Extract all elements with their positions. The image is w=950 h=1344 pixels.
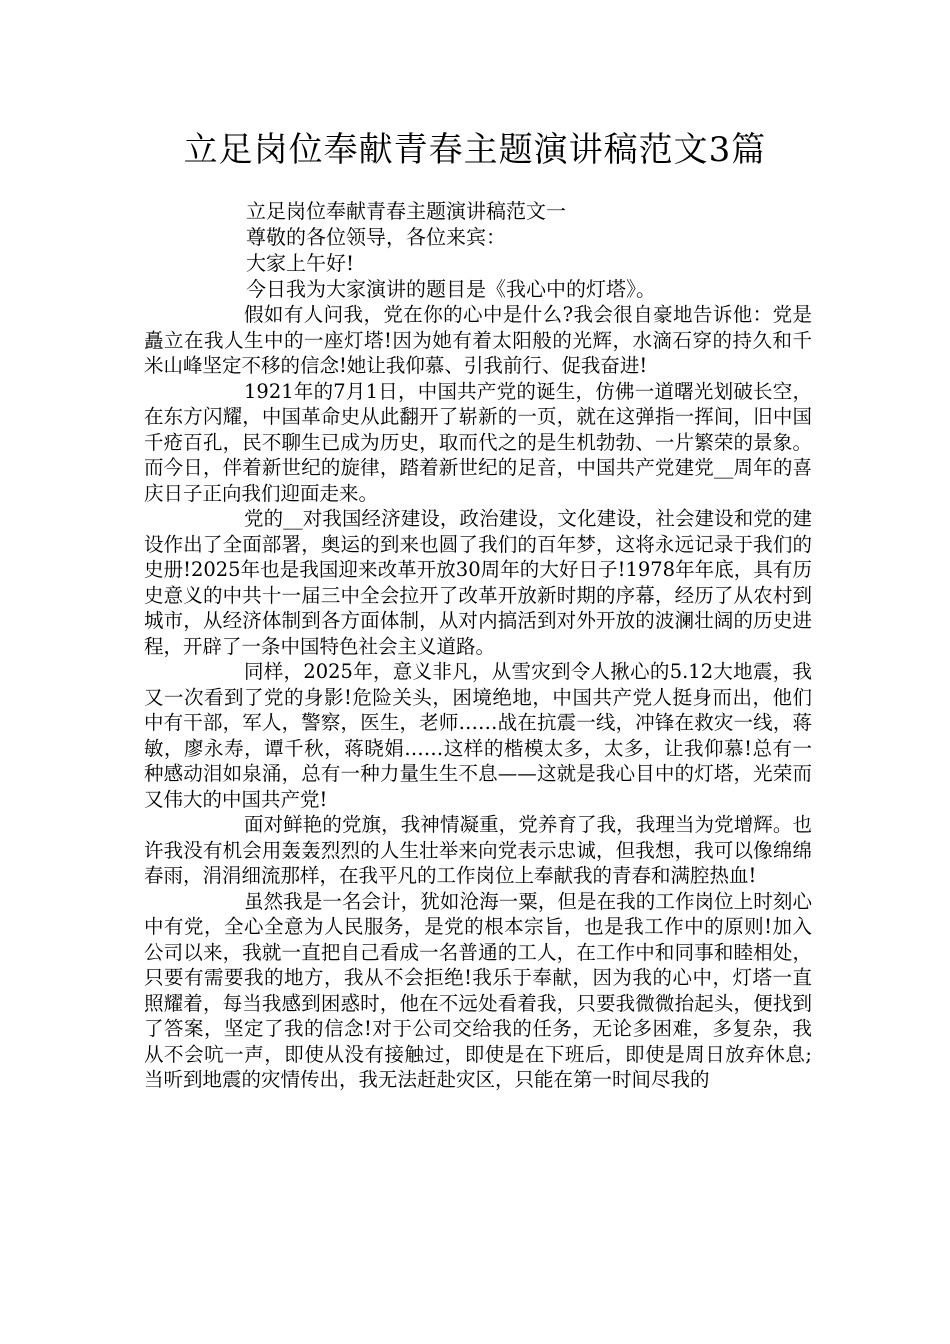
paragraph: 同样，2025年，意义非凡，从雪灾到令人揪心的5.12大地震，我又一次看到了党的身影!危险关头，困境绝地，中国共产党人挺身而出，他们中有干部，军人，警察，医生，老师……战在抗震一线，冲锋在救灾一线，蒋敏，廖永寿，谭千秋，蒋晓娟……这样的楷模太多，太多，让我仰慕!总有一种感动泪如泉涌，总有一种力量生生不息——这就是我心目中的灯塔，光荣而又伟大的中国共产党! xyxy=(144,660,812,811)
paragraph: 面对鲜艳的党旗，我神情凝重，党养育了我，我理当为党增辉。也许我没有机会用轰轰烈烈的人生壮举来向党表示忠诚，但我想，我可以像绵绵春雨，涓涓细流那样，在我平凡的工作岗位上奉献我的青春和满腔热血! xyxy=(144,813,812,887)
paragraph: 1921年的7月1日，中国共产党的诞生，仿佛一道曙光划破长空，在东方闪耀，中国革命史从此翻开了崭新的一页，就在这弹指一挥间，旧中国千疮百孔，民不聊生已成为历史，取而代之的是生机勃勃、一片繁荣的景象。而今日，伴着新世纪的旋律，踏着新世纪的足音，中国共产党建党__周年的喜庆日子正向我们迎面走来。 xyxy=(144,379,812,505)
greeting-line: 大家上午好! xyxy=(246,251,355,275)
topic-line: 今日我为大家演讲的题目是《我心中的灯塔》。 xyxy=(246,277,656,301)
paragraph: 党的__对我国经济建设，政治建设，文化建设，社会建设和党的建设作出了全面部署，奥运的到来也圆了我们的百年梦，这将永远记录于我们的史册!2025年也是我国迎来改革开放30周年的大好日子!1978年年底，具有历史意义的中共十一届三中全会拉开了改革开放新时期的序幕，经历了从农村到城市，从经济体制到各方面体制，从对内搞活到对外开放的波澜壮阔的历史进程，开辟了一条中国特色社会主义道路。 xyxy=(144,507,812,658)
body-text xyxy=(144,302,812,1093)
salutation-line: 尊敬的各位领导，各位来宾： xyxy=(246,225,506,249)
intro-block xyxy=(246,198,846,302)
paragraph: 虽然我是一名会计，犹如沧海一粟，但是在我的工作岗位上时刻心中有党，全心全意为人民服务，是党的根本宗旨，也是我工作中的原则!加入公司以来，我就一直把自己看成一名普通的工人，在工作中和同事和睦相处，只要有需要我的地方，我从不会拒绝!我乐于奉献，因为我的心中，灯塔一直照耀着，每当我感到困惑时，他在不远处看着我，只要我微微抬起头，便找到了答案，坚定了我的信念!对于公司交给我的任务，无论多困难，多复杂，我从不会吭一声，即使从没有接触过，即使是在下班后，即使是周日放弃休息;当听到地震的灾情传出，我无法赶赴灾区，只能在第一时间尽我的 xyxy=(144,889,812,1091)
subtitle-line: 立足岗位奉献青春主题演讲稿范文一 xyxy=(246,199,566,223)
document-title: 立足岗位奉献青春主题演讲稿范文3篇 xyxy=(183,130,767,170)
paragraph: 假如有人问我，党在你的心中是什么?我会很自豪地告诉他：党是矗立在我人生中的一座灯塔!因为她有着太阳般的光辉，水滴石穿的持久和千米山峰坚定不移的信念!她让我仰慕、引我前行、促我奋进! xyxy=(144,303,812,377)
